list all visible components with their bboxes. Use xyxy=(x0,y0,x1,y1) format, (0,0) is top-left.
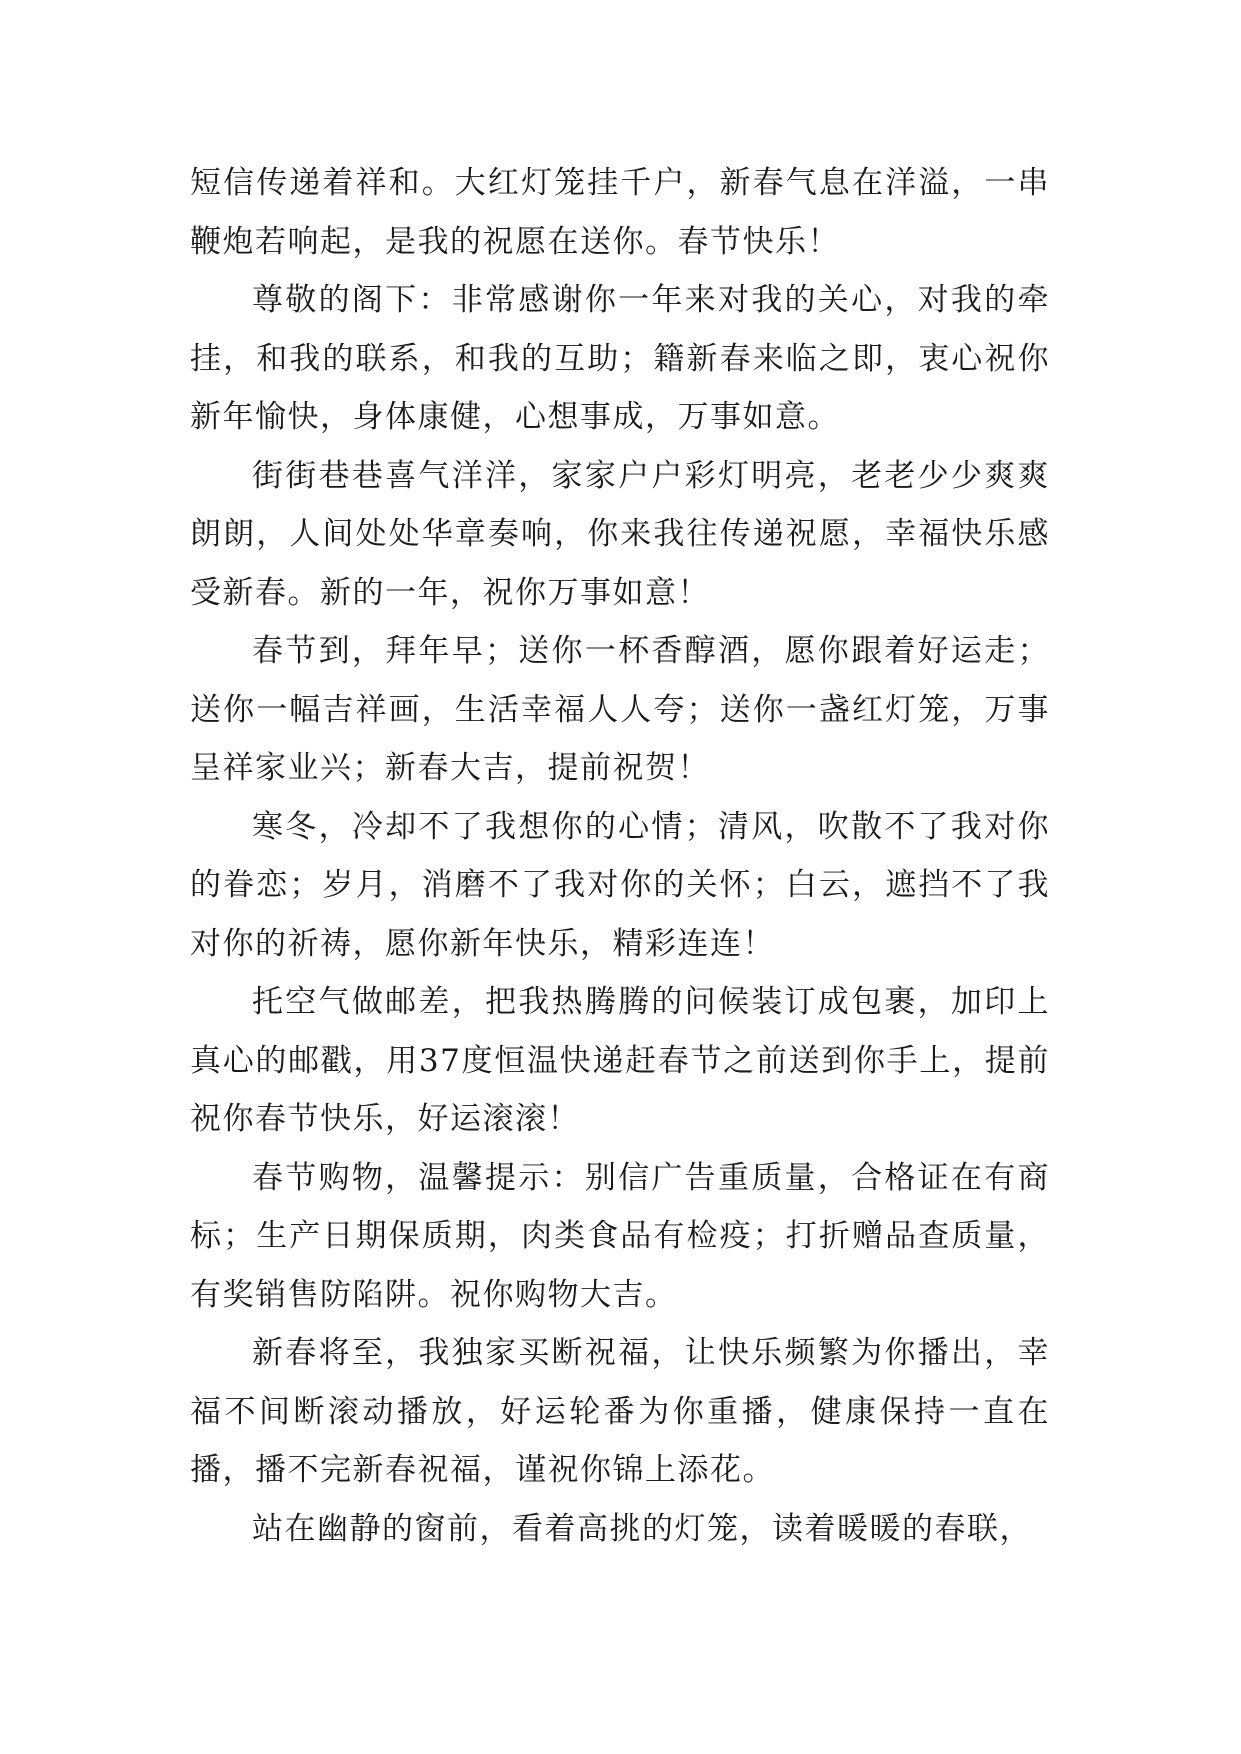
paragraph-8: 新春将至，我独家买断祝福，让快乐频繁为你播出，幸福不间断滚动播放，好运轮番为你重播，健康保持一直在播，播不完新春祝福，谨祝你锦上添花。 xyxy=(190,1335,1050,1488)
paragraph-5: 寒冬，冷却不了我想你的心情；清风，吹散不了我对你的眷恋；岁月，消磨不了我对你的关怀；白云，遮挡不了我对你的祈祷，愿你新年快乐，精彩连连！ xyxy=(190,808,1050,962)
paragraph-3: 街街巷巷喜气洋洋，家家户户彩灯明亮，老老少少爽爽朗朗，人间处处华章奏响，你来我往传递祝愿，幸福快乐感受新春。新的一年，祝你万事如意！ xyxy=(190,457,1050,611)
paragraph-6: 托空气做邮差，把我热腾腾的问候装订成包裹，加印上真心的邮戳，用37度恒温快递赶春节之前送到你手上，提前祝你春节快乐，好运滚滚！ xyxy=(190,984,1050,1137)
document-body xyxy=(190,154,1050,1558)
paragraph-9: 站在幽静的窗前，看着高挑的灯笼，读着暖暖的春联， xyxy=(252,1510,1032,1547)
paragraph-4: 春节到，拜年早；送你一杯香醇酒，愿你跟着好运走；送你一幅吉祥画，生活幸福人人夸；送你一盏红灯笼，万事呈祥家业兴；新春大吉，提前祝贺！ xyxy=(190,633,1050,786)
paragraph-2: 尊敬的阁下：非常感谢你一年来对我的关心，对我的牵挂，和我的联系，和我的互助；籍新春来临之即，衷心祝你新年愉快，身体康健，心想事成，万事如意。 xyxy=(190,282,1050,435)
paragraph-1: 短信传递着祥和。大红灯笼挂千户，新春气息在洋溢，一串鞭炮若响起，是我的祝愿在送你。春节快乐！ xyxy=(190,165,1050,260)
paragraph-7: 春节购物，温馨提示：别信广告重质量，合格证在有商标；生产日期保质期，肉类食品有检疫；打折赠品查质量，有奖销售防陷阱。祝你购物大吉。 xyxy=(190,1159,1050,1313)
